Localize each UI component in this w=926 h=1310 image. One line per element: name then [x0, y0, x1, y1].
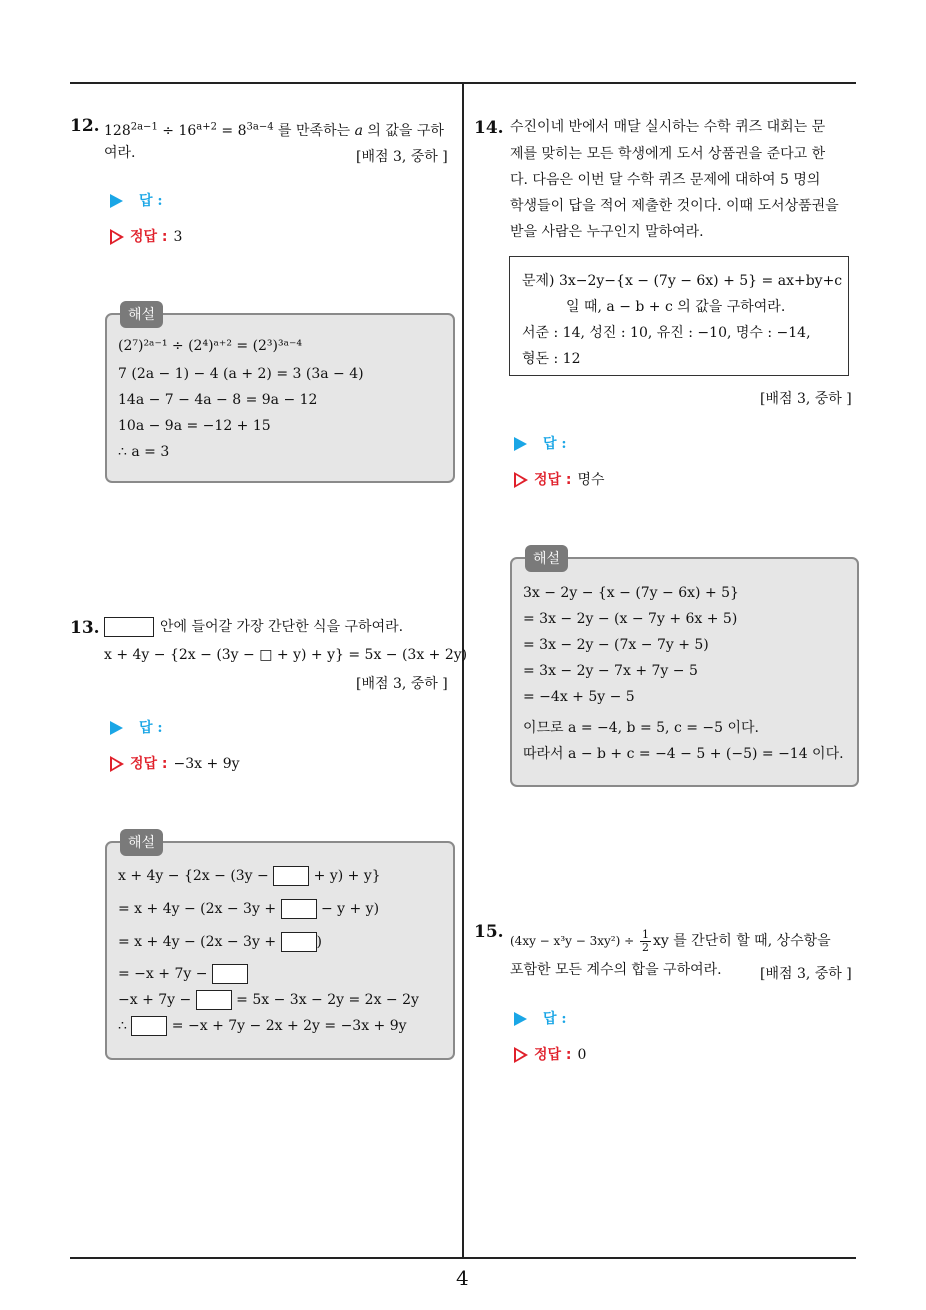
question-number: 13. [70, 618, 100, 638]
question-number: 14. [474, 118, 504, 138]
page-number: 4 [456, 1266, 469, 1290]
correct-answer [110, 753, 240, 773]
triangle-outline-icon [110, 756, 124, 772]
solution-line: = 3x − 2y − (7x − 7y + 5) [523, 637, 709, 653]
problem-line: 일 때, a − b + c 의 값을 구하여라. [566, 299, 786, 315]
question-text [104, 614, 403, 641]
question-text-line: 제를 맞히는 모든 학생에게 도서 상품권을 준다고 한 [510, 146, 826, 162]
score-tag: [배점 3, 중하 ] [760, 391, 852, 407]
answer-field[interactable] [110, 190, 163, 210]
solution-line: ∴ = −x + 7y − 2x + 2y = −3x + 9y [118, 1018, 407, 1034]
problem-line: 서준 : 14, 성진 : 10, 유진 : −10, 명수 : −14, [522, 325, 811, 341]
correct-label: 정답 : [130, 229, 168, 245]
question-text-line: 수진이네 반에서 매달 실시하는 수학 퀴즈 대회는 문 [510, 119, 826, 135]
solution-line: −x + 7y − = 5x − 3x − 2y = 2x − 2y [118, 992, 419, 1008]
blank-box [281, 932, 317, 952]
triangle-outline-icon [514, 472, 528, 488]
solution-line: 3x − 2y − {x − (7y − 6x) + 5} [523, 585, 739, 601]
answer-label: 답 : [543, 436, 567, 452]
solution-tag: 해설 [120, 301, 163, 328]
solution-line: = 3x − 2y − 7x + 7y − 5 [523, 663, 698, 679]
answer-label: 답 : [543, 1011, 567, 1027]
play-icon [514, 1012, 527, 1026]
question-text-line: 학생들이 답을 적어 제출한 것이다. 이때 도서상품권을 [510, 198, 839, 214]
question-text: (4xy − x³y − 3xy²) ÷ $\frac{1}{2}$ xy 를 간단히 할 때, 상수항을 [510, 927, 831, 954]
correct-label: 정답 : [534, 472, 572, 488]
triangle-outline-icon [110, 229, 124, 245]
correct-label: 정답 : [534, 1047, 572, 1063]
blank-box [196, 990, 232, 1010]
blank-box [131, 1016, 167, 1036]
correct-value: −3x + 9y [173, 756, 240, 772]
score-tag: [배점 3, 중하 ] [356, 676, 448, 692]
question-text-line1: 안에 들어갈 가장 간단한 식을 구하여라. [160, 619, 404, 635]
score-tag: [배점 3, 중하 ] [760, 966, 852, 982]
answer-field[interactable] [514, 433, 567, 453]
correct-value: 0 [577, 1047, 587, 1063]
blank-box [281, 899, 317, 919]
question-text-line2: 포함한 모든 계수의 합을 구하여라. [510, 962, 722, 978]
bottom-rule [70, 1257, 856, 1259]
question-text-line: 받을 사람은 누구인지 말하여라. [510, 224, 704, 240]
solution-line: 10a − 9a = −12 + 15 [118, 418, 271, 434]
solution-line: (2⁷)²ᵃ⁻¹ ÷ (2⁴)ᵃ⁺² = (2³)³ᵃ⁻⁴ [118, 338, 303, 354]
question-number: 12. [70, 116, 100, 136]
correct-value: 3 [173, 229, 183, 245]
solution-line: 14a − 7 − 4a − 8 = 9a − 12 [118, 392, 318, 408]
solution-line: = x + 4y − (2x − 3y + ) [118, 934, 322, 950]
triangle-outline-icon [514, 1047, 528, 1063]
question-number: 15. [474, 922, 504, 942]
solution-line: = −4x + 5y − 5 [523, 689, 635, 705]
correct-label: 정답 : [130, 756, 168, 772]
correct-answer [514, 1044, 586, 1064]
answer-field[interactable] [514, 1008, 567, 1028]
score-tag: [배점 3, 중하 ] [356, 149, 448, 165]
solution-line: 7 (2a − 1) − 4 (a + 2) = 3 (3a − 4) [118, 366, 364, 382]
solution-tag: 해설 [525, 545, 568, 572]
solution-line: x + 4y − {2x − (3y − + y) + y} [118, 868, 381, 884]
correct-value: 명수 [577, 472, 605, 488]
question-text-line2: x + 4y − {2x − (3y − □ + y) + y} = 5x − (3x + 2y) [104, 647, 468, 663]
blank-box [104, 617, 154, 637]
solution-line: = −x + 7y − [118, 964, 248, 984]
problem-line: 문제) 3x−2y−{x − (7y − 6x) + 5} = ax+by+c [522, 273, 843, 289]
play-icon [514, 437, 527, 451]
answer-label: 답 : [139, 720, 163, 736]
answer-label: 답 : [139, 193, 163, 209]
question-text-line2: 여라. [104, 145, 136, 161]
play-icon [110, 194, 123, 208]
play-icon [110, 721, 123, 735]
correct-answer [514, 469, 605, 489]
blank-box [273, 866, 309, 886]
question-text: $128^{2a-1} \div 16^{a+2} = 8^{3a-4}$ 를 만족하는 a 의 값을 구하 [104, 121, 444, 139]
question-text-line: 다. 다음은 이번 달 수학 퀴즈 문제에 대하여 5 명의 [510, 172, 821, 188]
correct-answer [110, 226, 182, 246]
solution-line: 이므로 a = −4, b = 5, c = −5 이다. [523, 720, 759, 736]
solution-line: ∴ a = 3 [118, 444, 170, 460]
solution-line: = x + 4y − (2x − 3y + − y + y) [118, 901, 380, 917]
solution-tag: 해설 [120, 829, 163, 856]
solution-line: 따라서 a − b + c = −4 − 5 + (−5) = −14 이다. [523, 746, 844, 762]
blank-box [212, 964, 248, 984]
problem-line: 형돈 : 12 [522, 351, 581, 367]
answer-field[interactable] [110, 717, 163, 737]
solution-line: = 3x − 2y − (x − 7y + 6x + 5) [523, 611, 738, 627]
column-divider [462, 82, 464, 1258]
